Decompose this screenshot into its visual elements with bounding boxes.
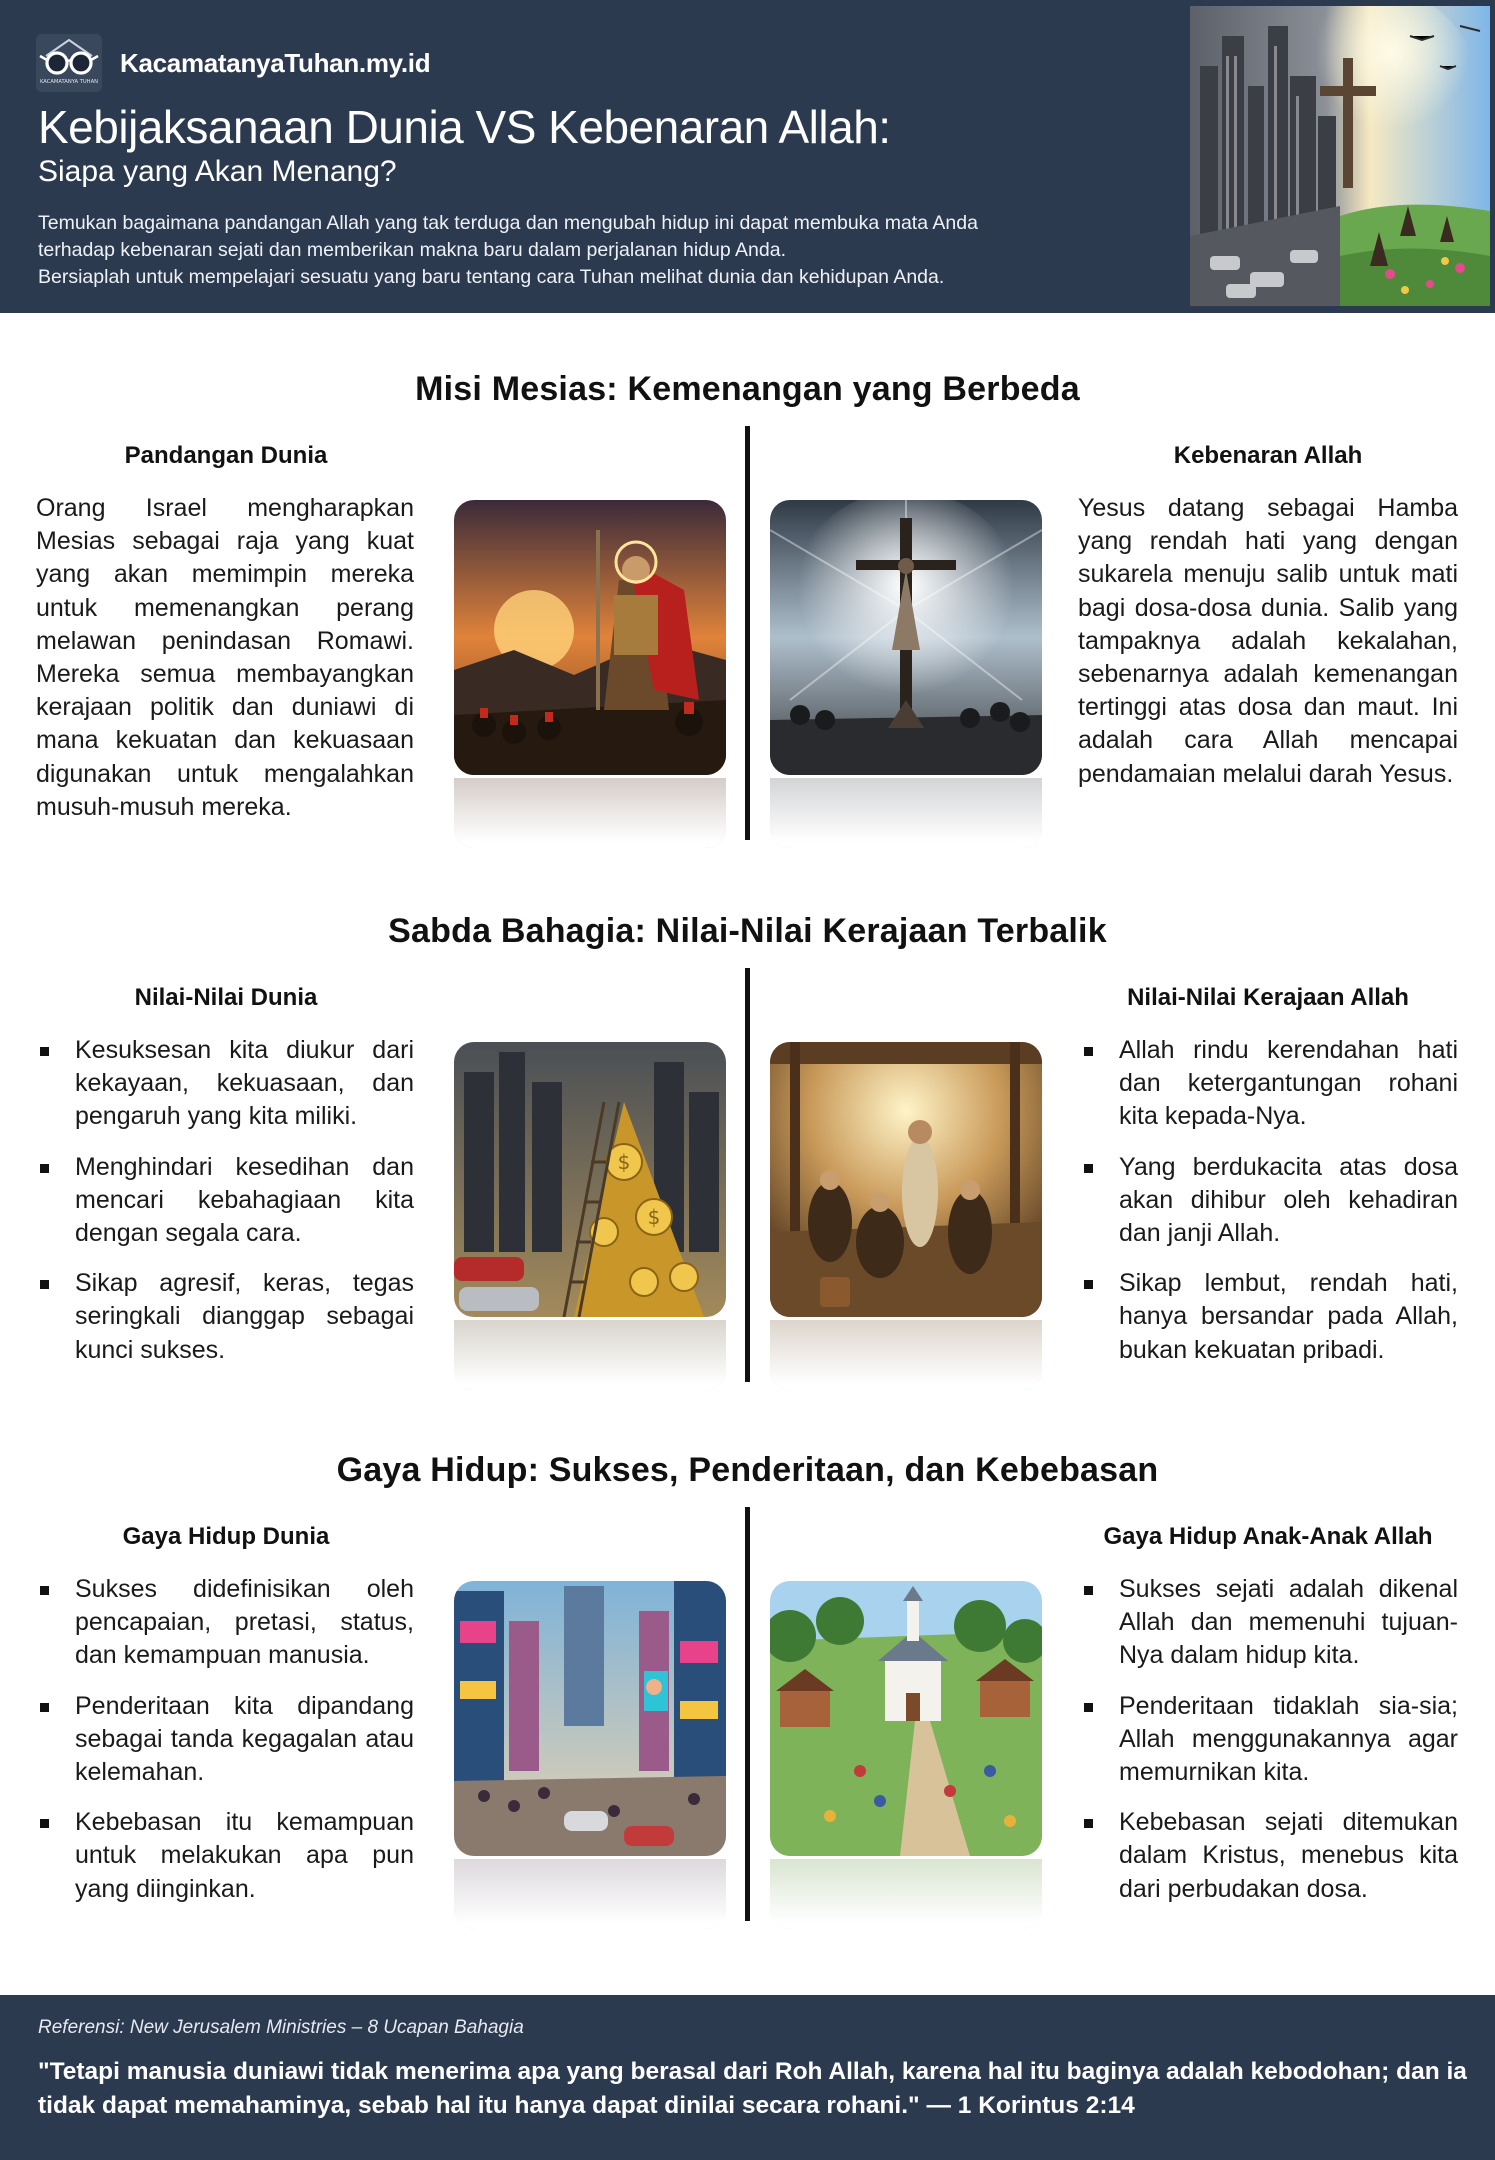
section-title: Misi Mesias: Kemenangan yang Berbeda [415, 370, 1080, 408]
image-reflection [454, 1859, 726, 1929]
column-divider [745, 426, 750, 840]
list-item [36, 1806, 414, 1906]
list-item-text: Allah rindu kerendahan hati dan ketergantungan rohani kita kepada-Nya. [1119, 1036, 1458, 1131]
list-item-text: Menghindari kesedihan dan mencari kebahagiaan kita dengan segala cara. [75, 1152, 414, 1248]
busy-city-image [454, 1581, 726, 1856]
section-title: Sabda Bahagia: Nilai-Nilai Kerajaan Terbalik [388, 912, 1107, 950]
warrior-king-image [454, 500, 726, 775]
village-church-image [770, 1581, 1042, 1856]
square-bullet-icon [40, 1819, 49, 1828]
column-heading-right: Nilai-Nilai Kerajaan Allah [1127, 984, 1409, 1011]
world-lifestyle-list [36, 1573, 414, 1923]
column-heading-left: Gaya Hidup Dunia [122, 1523, 330, 1550]
humble-community-image [770, 1042, 1042, 1317]
list-item-text: Sukses didefinisikan oleh pencapaian, pretasi, status, dan kemampuan manusia. [75, 1575, 414, 1670]
image-reflection [454, 778, 726, 848]
page-subtitle: Siapa yang Akan Menang? [38, 155, 397, 188]
list-item-text: Kesuksesan kita diukur dari kekayaan, kekuasaan, dan pengaruh yang kita miliki. [75, 1036, 414, 1131]
list-item-text: Sikap lembut, rendah hati, hanya bersandar pada Allah, bukan kekuatan pribadi. [1119, 1269, 1458, 1364]
list-item-text: Sukses sejati adalah dikenal Allah dan memenuhi tujuan-Nya dalam hidup kita. [1119, 1575, 1458, 1670]
children-of-god-lifestyle-list [1080, 1573, 1458, 1923]
column-heading-right: Gaya Hidup Anak-Anak Allah [1103, 1523, 1433, 1550]
intro-line: terhadap kebenaran sejati dan memberikan makna baru dalam perjalanan hidup Anda. [38, 239, 786, 261]
brand-name[interactable]: KacamatanyaTuhan.my.id [120, 47, 431, 78]
list-item-text: Kebebasan sejati ditemukan dalam Kristus, menebus kita dari perbudakan dosa. [1119, 1808, 1458, 1903]
section-lifestyle [0, 1451, 1495, 1931]
square-bullet-icon [1084, 1047, 1093, 1056]
square-bullet-icon [1084, 1586, 1093, 1595]
square-bullet-icon [40, 1586, 49, 1595]
list-item-text: Kebebasan itu kemampuan untuk melakukan apa pun yang diinginkan. [75, 1808, 414, 1903]
world-view-text: Orang Israel mengharapkan Mesias sebagai raja yang kuat yang akan memimpin mereka untuk memenangkan perang melawan penindasan Romawi. Mereka semua membayangkan kerajaan politik dan duniawi di mana kekuatan dan kekuasaan digunakan untuk mengalahkan musuh-musuh mereka. [36, 494, 414, 821]
square-bullet-icon [1084, 1164, 1093, 1173]
square-bullet-icon [1084, 1703, 1093, 1712]
page-title: Kebijaksanaan Dunia VS Kebenaran Allah: [38, 101, 891, 153]
reference-note: Referensi: New Jerusalem Ministries – 8 Ucapan Bahagia [38, 2017, 524, 2038]
image-reflection [454, 1320, 726, 1390]
list-item-text: Penderitaan tidaklah sia-sia; Allah menggunakannya agar memurnikan kita. [1119, 1691, 1458, 1787]
svg-text:$: $ [647, 1205, 661, 1229]
list-item [36, 1034, 414, 1134]
list-item [36, 1267, 414, 1367]
square-bullet-icon [1084, 1280, 1093, 1289]
intro-line: Temukan bagaimana pandangan Allah yang tak terduga dan mengubah hidup ini dapat membuka mata Anda [38, 212, 978, 234]
square-bullet-icon [40, 1703, 49, 1712]
header-banner [0, 0, 1495, 313]
intro-text [38, 210, 1168, 291]
list-item [36, 1151, 414, 1251]
list-item [1080, 1034, 1458, 1134]
hero-image [1190, 6, 1490, 306]
image-reflection [770, 1320, 1042, 1390]
image-reflection [770, 778, 1042, 848]
footer [0, 1995, 1495, 2160]
kingdom-values-list [1080, 1034, 1458, 1384]
logo-text: KACAMATANYA TUHAN [39, 79, 99, 85]
section-beatitudes [0, 912, 1495, 1392]
bible-quote: "Tetapi manusia duniawi tidak menerima apa yang berasal dari Roh Allah, karena hal itu baginya adalah kebodohan; dan ia tidak dapat memahaminya, sebab hal itu hanya dapat dinilai secara rohani." — 1 Korintus 2:14 [38, 2058, 1467, 2119]
world-values-list [36, 1034, 414, 1384]
square-bullet-icon [40, 1164, 49, 1173]
list-item [36, 1690, 414, 1790]
list-item-text: Sikap agresif, keras, tegas seringkali dianggap sebagai kunci sukses. [75, 1269, 414, 1364]
svg-text:$: $ [617, 1150, 631, 1174]
list-item [1080, 1573, 1458, 1673]
list-item [1080, 1806, 1458, 1906]
column-heading-left: Pandangan Dunia [124, 442, 328, 469]
crucifixion-image [770, 500, 1042, 775]
section-title: Gaya Hidup: Sukses, Penderitaan, dan Kebebasan [336, 1451, 1159, 1489]
list-item-text: Yang berdukacita atas dosa akan dihibur oleh kehadiran dan janji Allah. [1119, 1152, 1458, 1248]
intro-line: Bersiaplah untuk mempelajari sesuatu yang baru tentang cara Tuhan melihat dunia dan kehidupan Anda. [38, 266, 945, 288]
column-heading-left: Nilai-Nilai Dunia [134, 984, 318, 1011]
square-bullet-icon [40, 1280, 49, 1289]
list-item [1080, 1267, 1458, 1367]
square-bullet-icon [40, 1047, 49, 1056]
column-divider [745, 968, 750, 1382]
column-heading-right: Kebenaran Allah [1173, 442, 1363, 469]
brand[interactable] [36, 34, 430, 92]
square-bullet-icon [1084, 1819, 1093, 1828]
gods-truth-text: Yesus datang sebagai Hamba yang rendah hati yang dengan sukarela menuju salib untuk mati bagi dosa-dosa dunia. Salib yang tampaknya adalah kekalahan, sebenarnya adalah kemenangan tertinggi atas dosa dan maut. Ini adalah cara Allah mencapai pendamaian melalui darah Yesus. [1078, 494, 1458, 788]
wealth-ladder-image [454, 1042, 726, 1317]
glasses-logo-icon [36, 34, 102, 92]
list-item [1080, 1690, 1458, 1790]
list-item [1080, 1151, 1458, 1251]
column-divider [745, 1507, 750, 1921]
image-reflection [770, 1859, 1042, 1929]
list-item-text: Penderitaan kita dipandang sebagai tanda kegagalan atau kelemahan. [75, 1691, 414, 1787]
section-messiah-mission [0, 370, 1495, 850]
list-item [36, 1573, 414, 1673]
